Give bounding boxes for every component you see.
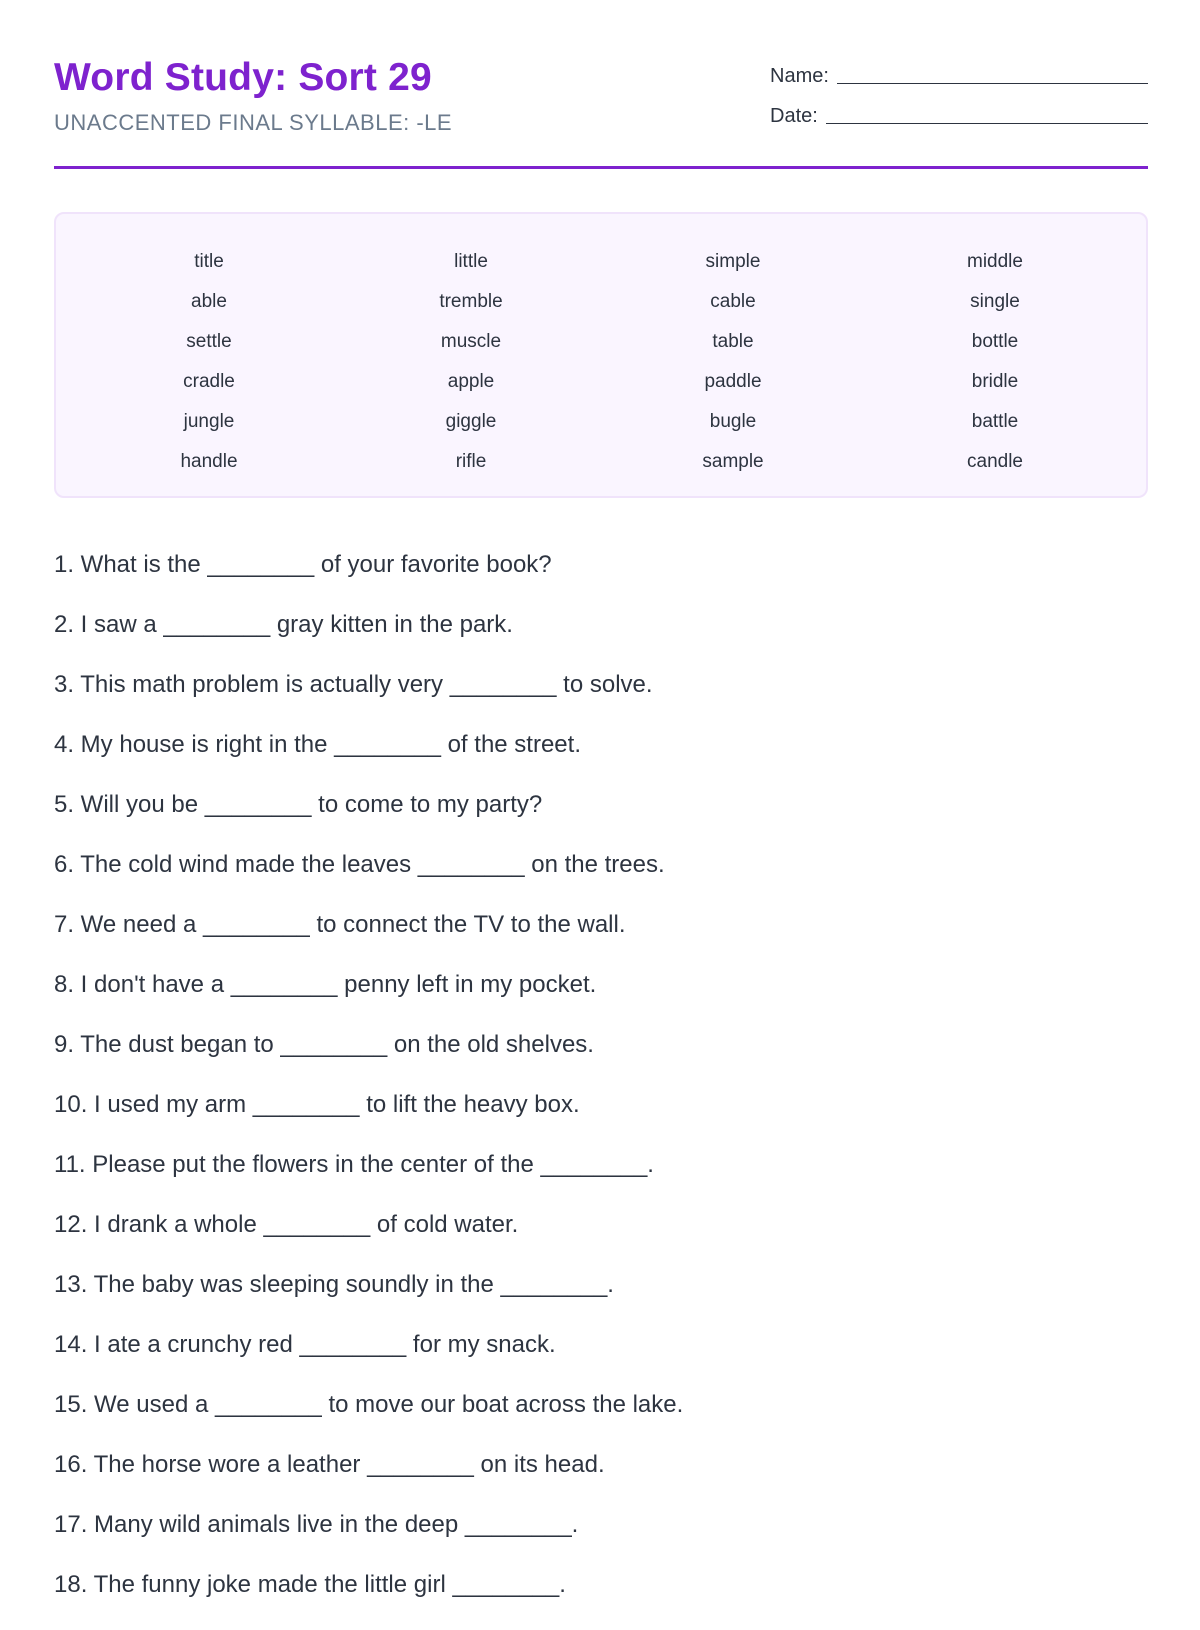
word-bank [54, 212, 1148, 498]
question-item: 5. Will you be ________ to come to my party? [54, 791, 543, 818]
word-bank-item: bottle [971, 331, 1019, 352]
word-bank-item: simple [705, 251, 761, 272]
question-item: 4. My house is right in the ________ of the street. [54, 731, 581, 758]
word-bank-item: middle [967, 251, 1023, 272]
question-item: 11. Please put the flowers in the center of the ________. [54, 1151, 654, 1178]
question-item: 6. The cold wind made the leaves ________ on the trees. [54, 851, 665, 878]
word-bank-item: cable [710, 291, 756, 312]
question-item: 17. Many wild animals live in the deep ________. [54, 1511, 579, 1538]
word-bank-item: single [970, 291, 1020, 312]
word-bank-item: candle [967, 451, 1023, 472]
worksheet-header [54, 0, 1148, 170]
question-item: 18. The funny joke made the little girl ________. [54, 1571, 566, 1598]
question-item: 9. The dust began to ________ on the old shelves. [54, 1031, 594, 1058]
word-bank-item: table [712, 331, 754, 352]
question-item: 7. We need a ________ to connect the TV to the wall. [54, 911, 626, 938]
name-field[interactable] [770, 64, 1148, 88]
question-item: 1. What is the ________ of your favorite book? [54, 551, 552, 578]
page-title: Word Study: Sort 29 [54, 56, 432, 99]
question-item: 15. We used a ________ to move our boat across the lake. [54, 1391, 684, 1418]
word-bank-item: sample [702, 451, 764, 472]
header-divider [54, 166, 1148, 169]
word-bank-item: bugle [709, 411, 757, 432]
question-item: 16. The horse wore a leather ________ on its head. [54, 1451, 605, 1478]
worksheet-page [54, 0, 1148, 1600]
word-bank-item: able [191, 291, 227, 312]
student-info-fields [770, 64, 1148, 144]
word-bank-item: muscle [440, 331, 502, 352]
word-bank-item: tremble [439, 291, 503, 312]
word-bank-item: title [194, 251, 224, 272]
question-list [54, 550, 1148, 1630]
word-bank-item: rifle [455, 451, 487, 472]
word-bank-item: battle [971, 411, 1019, 432]
date-line[interactable] [826, 122, 1148, 124]
question-item: 14. I ate a crunchy red ________ for my snack. [54, 1331, 556, 1358]
word-bank-grid [56, 242, 1168, 482]
page-subtitle: UNACCENTED FINAL SYLLABLE: -LE [54, 110, 453, 135]
word-bank-item: paddle [704, 371, 762, 392]
question-item: 8. I don't have a ________ penny left in my pocket. [54, 971, 597, 998]
word-bank-item: bridle [971, 371, 1019, 392]
question-item: 2. I saw a ________ gray kitten in the park. [54, 611, 513, 638]
word-bank-item: handle [180, 451, 238, 472]
name-label: Name: [770, 65, 829, 87]
word-bank-item: jungle [183, 411, 235, 432]
word-bank-item: giggle [445, 411, 497, 432]
question-item: 13. The baby was sleeping soundly in the ________. [54, 1271, 614, 1298]
question-item: 3. This math problem is actually very ________ to solve. [54, 671, 653, 698]
word-bank-item: apple [447, 371, 495, 392]
word-bank-item: little [454, 251, 488, 272]
word-bank-item: cradle [183, 371, 235, 392]
date-field[interactable] [770, 104, 1148, 128]
question-item: 10. I used my arm ________ to lift the heavy box. [54, 1091, 580, 1118]
name-line[interactable] [837, 82, 1148, 84]
word-bank-item: settle [186, 331, 232, 352]
question-item: 12. I drank a whole ________ of cold water. [54, 1211, 519, 1238]
date-label: Date: [770, 105, 818, 127]
